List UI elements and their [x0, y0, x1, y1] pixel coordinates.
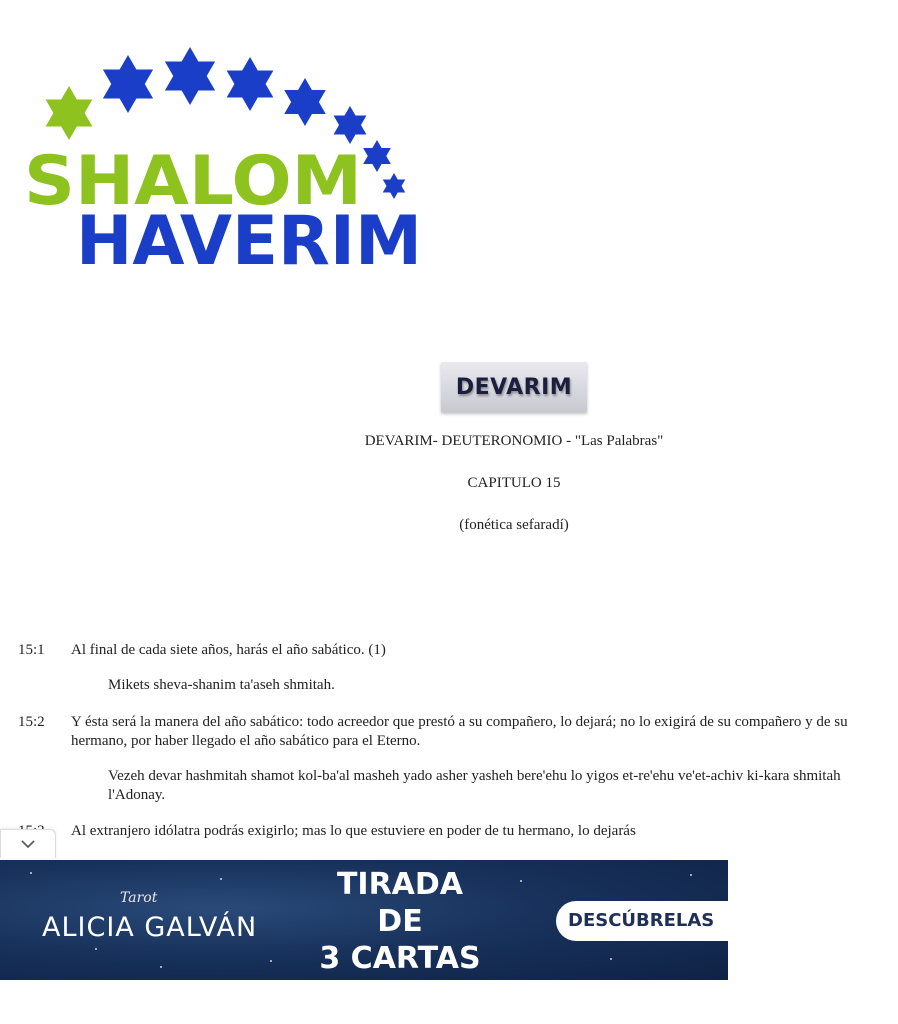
ad-cta-button[interactable]: DESCÚBRELAS: [556, 901, 758, 941]
verse-text: Al final de cada siete años, harás el año sabático. (1): [71, 642, 386, 658]
shalom-haverim-logo: [20, 40, 430, 280]
devarim-badge-label: DEVARIM: [455, 374, 573, 400]
verse-translit: Mikets sheva-shanim ta'aseh shmitah.: [108, 677, 335, 693]
ad-title-line: TIRADA: [336, 867, 464, 902]
verse-number: 15:2: [18, 714, 45, 730]
devarim-badge: [441, 362, 587, 412]
ad-banner[interactable]: [0, 860, 728, 980]
verse-text-cont: hermano, por haber llegado el año sabático para el Eterno.: [71, 733, 421, 749]
ad-title-line: DE: [377, 904, 423, 939]
book-title: DEVARIM- DEUTERONOMIO - "Las Palabras": [364, 433, 664, 449]
logo-line1: SHALOM: [24, 142, 362, 221]
ad-brand: ALICIA GALVÁN: [42, 912, 258, 943]
verse-number: 15:1: [18, 642, 45, 658]
verse-15-3: [18, 822, 728, 841]
chevron-down-icon: [20, 839, 36, 849]
collapse-ad-button[interactable]: [0, 829, 56, 858]
ad-brand-small: Tarot: [120, 890, 158, 906]
verse-text: Y ésta será la manera del año sabático: todo acreedor que prestó a su compañero, lo dejará; no lo exigirá de su compañero y de su: [71, 714, 848, 730]
ad-title-line: 3 CARTAS: [319, 941, 481, 976]
phonetics-note: (fonética sefaradí): [459, 517, 569, 533]
verse-15-1: [18, 641, 728, 660]
ad-title: [300, 866, 500, 977]
verse-translit-cont: l'Adonay.: [108, 787, 166, 803]
chapter-title: CAPITULO 15: [467, 475, 561, 491]
document-body: [0, 638, 848, 858]
verse-translit: Vezeh devar hashmitah shamot kol-ba'al masheh yado asher yasheh bere'ehu lo yigos et-re'ehu ve'et-achiv ki-kara shmitah: [108, 768, 841, 784]
verse-text: Al extranjero idólatra podrás exigirlo; mas lo que estuviere en poder de tu hermano, lo dejarás: [71, 823, 636, 839]
verse-15-2: [18, 713, 848, 751]
logo-line2: HAVERIM: [76, 202, 422, 281]
